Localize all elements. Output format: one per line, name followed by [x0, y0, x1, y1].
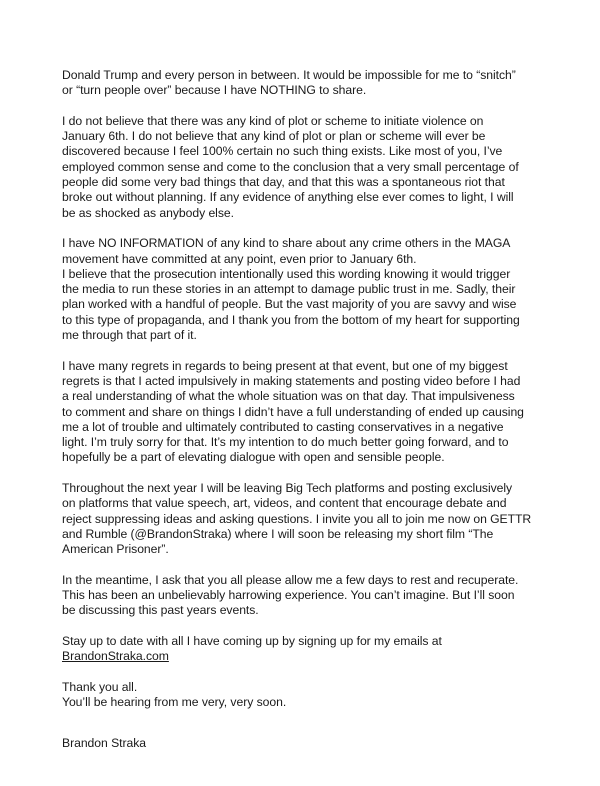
text-line: employed common sense and come to the conclusion that a very small percentage of [62, 159, 519, 174]
text-line: people did some very bad things that day, and that this was a spontaneous riot that [62, 175, 505, 190]
text-line: I believe that the prosecution intentionally used this wording knowing it would trigger [62, 266, 511, 281]
text-line: to comment and share on things I didn’t have a full understanding of ended up causing [62, 404, 524, 419]
text-line: me through that part of it. [62, 328, 197, 343]
text-line: I have NO INFORMATION of any kind to share about any crime others in the MAGA [62, 236, 511, 251]
text-line: be discussing this past years events. [62, 603, 259, 618]
signup-paragraph [62, 634, 542, 665]
signup-line [62, 649, 542, 664]
paragraph-4 [62, 359, 542, 466]
signup-text: Stay up to date with all I have coming up by signing up for my emails at [62, 633, 442, 648]
text-line: I have many regrets in regards to being present at that event, but one of my biggest [62, 358, 508, 373]
text-line: regrets is that I acted impulsively in making statements and posting video before I had [62, 373, 521, 388]
text-line: hopefully be a part of elevating dialogue with open and sensible people. [62, 450, 445, 465]
text-line: I do not believe that there was any kind of plot or scheme to initiate violence on [62, 113, 484, 128]
paragraph-5 [62, 481, 542, 557]
text-line: broke out without planning. If any evidence of anything else ever comes to light, I will [62, 190, 514, 205]
paragraph-6 [62, 573, 542, 619]
paragraph-2 [62, 114, 542, 221]
paragraph-1 [62, 68, 542, 99]
text-line: a real understanding of what the whole situation was on that day. That impulsiveness [62, 389, 515, 404]
text-line: January 6th. I do not believe that any kind of plot or plan or scheme will ever be [62, 129, 486, 144]
text-line: to this type of propaganda, and I thank you from the bottom of my heart for supporting [62, 312, 520, 327]
text-line: light. I’m truly sorry for that. It’s my intention to do much better going forward, and to [62, 435, 509, 450]
text-line: on platforms that value speech, art, videos, and content that encourage debate and [62, 496, 507, 511]
text-line: me a lot of trouble and ultimately contributed to casting conservatives in a negative [62, 419, 504, 434]
paragraph-3 [62, 236, 542, 343]
text-line: the media to run these stories in an attempt to damage public trust in me. Sadly, their [62, 282, 516, 297]
signature [62, 736, 542, 751]
closing-line: You’ll be hearing from me very, very soon. [62, 695, 287, 710]
letter-body [62, 68, 542, 767]
text-line: or “turn people over” because I have NOTHING to share. [62, 83, 367, 98]
website-link[interactable]: BrandonStraka.com [62, 649, 169, 664]
text-line: This has been an unbelievably harrowing experience. You can’t imagine. But I’ll soon [62, 588, 515, 603]
text-line: and Rumble (@BrandonStraka) where I will soon be releasing my short film “The [62, 526, 494, 541]
closing-line: Thank you all. [62, 679, 138, 694]
text-line: Donald Trump and every person in between. It would be impossible for me to “snitch” [62, 68, 516, 82]
text-line: discovered because I feel 100% certain no such thing exists. Like most of you, I’ve [62, 144, 503, 159]
signature-name: Brandon Straka [62, 736, 146, 751]
text-line: In the meantime, I ask that you all please allow me a few days to rest and recuperate. [62, 572, 519, 587]
text-line: reject suppressing ideas and asking questions. I invite you all to join me now on GETTR [62, 511, 532, 526]
text-line: American Prisoner”. [62, 542, 169, 557]
text-line: be as shocked as anybody else. [62, 205, 234, 220]
text-line: movement have committed at any point, even prior to January 6th. [62, 251, 417, 266]
text-line: Throughout the next year I will be leaving Big Tech platforms and posting exclusively [62, 481, 513, 496]
text-line: plan worked with a handful of people. But the vast majority of you are savvy and wise [62, 297, 517, 312]
closing-paragraph [62, 680, 542, 711]
